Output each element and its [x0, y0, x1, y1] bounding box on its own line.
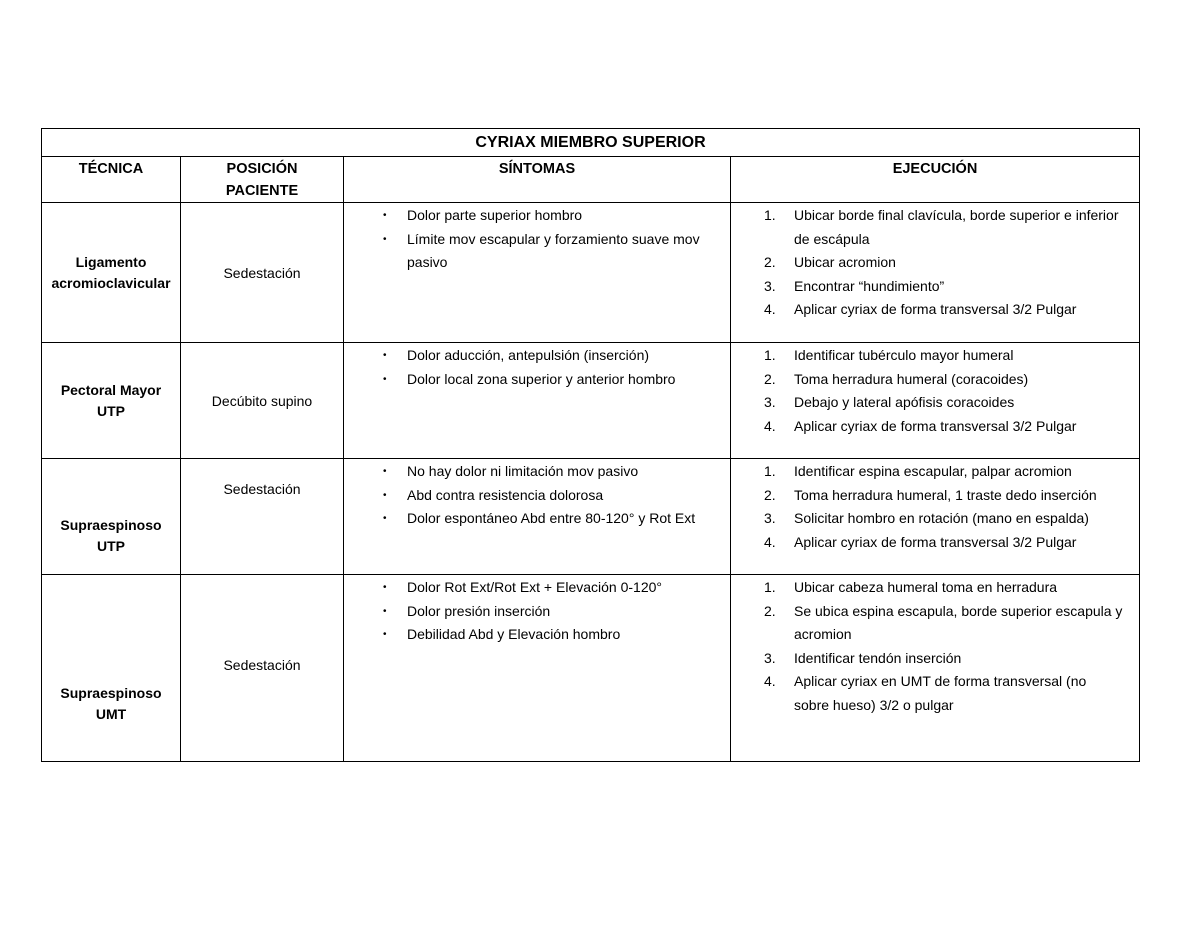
bullet-icon: •	[383, 629, 387, 640]
position-cell: Sedestación	[181, 203, 344, 343]
step-number: 3.	[764, 277, 776, 294]
execution-list	[731, 343, 1139, 438]
step-number: 2.	[764, 370, 776, 387]
title-row	[42, 129, 1140, 157]
step-number: 1.	[764, 463, 776, 479]
list-item: 3. Identificar tendón inserción	[794, 647, 1125, 671]
header-posicion-line2: PACIENTE	[225, 183, 299, 199]
list-item: 3. Debajo y lateral apófisis coracoides	[794, 391, 1125, 415]
list-item: 2. Se ubica espina escapula, borde superior escapula y acromion	[794, 600, 1125, 647]
bullet-icon: •	[383, 513, 387, 524]
step-number: 3.	[764, 394, 776, 410]
list-item: • Dolor local zona superior y anterior hombro	[407, 368, 720, 392]
list-item: • Dolor Rot Ext/Rot Ext + Elevación 0-120°	[407, 576, 720, 600]
header-posicion-line1: POSICIÓN	[226, 161, 298, 177]
list-item: 4. Aplicar cyriax de forma transversal 3/2 Pulgar	[794, 531, 1125, 555]
list-item: • Dolor parte superior hombro	[407, 204, 720, 228]
list-item: • Abd contra resistencia dolorosa	[407, 484, 720, 508]
execution-cell	[731, 203, 1140, 343]
list-item: 4. Aplicar cyriax en UMT de forma transversal (no sobre hueso) 3/2 o pulgar	[794, 670, 1125, 717]
table-row	[42, 459, 1140, 575]
list-item: • Debilidad Abd y Elevación hombro	[407, 623, 720, 647]
list-item: 1. Identificar espina escapular, palpar acromion	[794, 460, 1125, 484]
step-number: 1.	[764, 579, 776, 595]
list-item: 4. Aplicar cyriax de forma transversal 3/2 Pulgar	[794, 415, 1125, 439]
symptoms-list	[344, 203, 730, 275]
step-number: 4.	[764, 673, 776, 689]
table-title: CYRIAX MIEMBRO SUPERIOR	[42, 129, 1140, 157]
symptoms-list	[344, 459, 730, 531]
technique-cell	[42, 343, 181, 459]
symptoms-cell	[344, 459, 731, 575]
symptoms-list	[344, 343, 730, 391]
technique-cell	[42, 575, 181, 762]
bullet-icon: •	[383, 582, 387, 593]
step-number: 4.	[764, 417, 776, 434]
technique-line2: acromioclavicular	[51, 274, 171, 291]
header-ejecucion: EJECUCIÓN	[731, 157, 1140, 203]
bullet-icon: •	[383, 605, 387, 617]
technique-line1: Supraespinoso	[60, 516, 162, 533]
step-number: 2.	[764, 254, 776, 270]
step-number: 2.	[764, 486, 776, 503]
list-item: 2. Toma herradura humeral (coracoides)	[794, 368, 1125, 392]
symptoms-cell	[344, 343, 731, 459]
bullet-icon: •	[383, 373, 387, 385]
symptoms-cell	[344, 203, 731, 343]
list-item: 2. Toma herradura humeral, 1 traste dedo inserción	[794, 484, 1125, 508]
step-number: 3.	[764, 510, 776, 526]
list-item: 1. Ubicar borde final clavícula, borde superior e inferior de escápula	[794, 204, 1125, 251]
execution-cell	[731, 459, 1140, 575]
list-item: 3. Solicitar hombro en rotación (mano en espalda)	[794, 507, 1125, 531]
bullet-icon: •	[383, 489, 387, 501]
technique-cell	[42, 203, 181, 343]
execution-list	[731, 459, 1139, 554]
technique-line1: Supraespinoso	[60, 685, 162, 701]
header-tecnica: TÉCNICA	[42, 157, 181, 203]
technique-line2: UTP	[97, 537, 125, 554]
header-posicion	[181, 157, 344, 203]
list-item: • No hay dolor ni limitación mov pasivo	[407, 460, 720, 484]
technique-line2: UTP	[97, 402, 125, 419]
list-item: • Dolor aducción, antepulsión (inserción)	[407, 344, 720, 368]
technique-cell	[42, 459, 181, 575]
step-number: 2.	[764, 602, 776, 619]
technique-line2: UMT	[95, 706, 127, 722]
symptoms-cell	[344, 575, 731, 762]
header-row	[42, 157, 1140, 203]
execution-cell	[731, 343, 1140, 459]
list-item: 1. Identificar tubérculo mayor humeral	[794, 344, 1125, 368]
list-item: 4. Aplicar cyriax de forma transversal 3/2 Pulgar	[794, 298, 1125, 322]
step-number: 4.	[764, 301, 776, 317]
execution-list	[731, 575, 1139, 717]
technique-line1: Pectoral Mayor	[60, 381, 162, 398]
header-sintomas: SÍNTOMAS	[344, 157, 731, 203]
step-number: 1.	[764, 207, 776, 223]
step-number: 1.	[764, 347, 776, 363]
position-cell: Sedestación	[181, 575, 344, 762]
list-item: 3. Encontrar “hundimiento”	[794, 275, 1125, 299]
table-row	[42, 203, 1140, 343]
list-item: • Dolor espontáneo Abd entre 80-120° y Rot Ext	[407, 507, 720, 531]
list-item: • Límite mov escapular y forzamiento suave mov pasivo	[407, 228, 720, 275]
list-item: 2. Ubicar acromion	[794, 251, 1125, 275]
bullet-icon: •	[383, 466, 387, 477]
bullet-icon: •	[383, 210, 387, 221]
bullet-icon: •	[383, 350, 387, 361]
list-item: • Dolor presión inserción	[407, 600, 720, 624]
list-item: 1. Ubicar cabeza humeral toma en herradura	[794, 576, 1125, 600]
technique-line1: Ligamento	[75, 253, 147, 270]
execution-list	[731, 203, 1139, 322]
position-cell: Decúbito supino	[181, 343, 344, 459]
bullet-icon: •	[383, 233, 387, 245]
step-number: 4.	[764, 533, 776, 550]
execution-cell	[731, 575, 1140, 762]
cyriax-table	[41, 128, 1140, 762]
position-cell: Sedestación	[181, 459, 344, 575]
symptoms-list	[344, 575, 730, 647]
table-row	[42, 575, 1140, 762]
step-number: 3.	[764, 649, 776, 666]
table-row	[42, 343, 1140, 459]
